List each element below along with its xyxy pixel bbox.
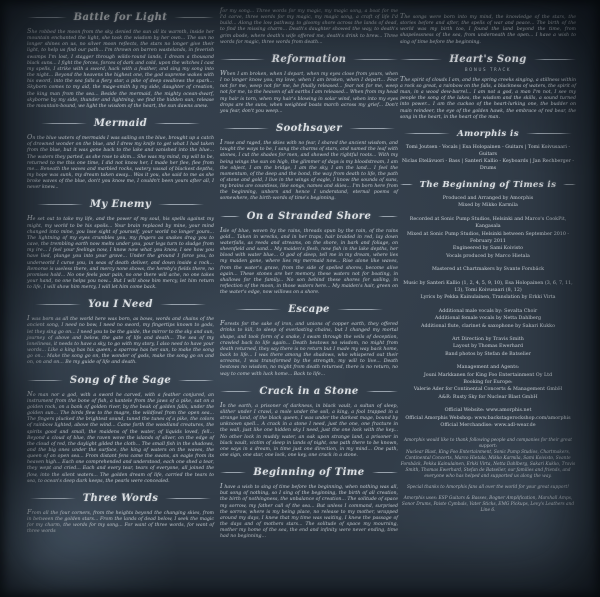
credit-line: Additional male vocals by: Sevalta Choir bbox=[438, 308, 538, 314]
lyrics-text: He set out to take my life, and the power of my soul, his spells against my might, my world to be his spoils... Your brain replaced by mine, your mind changed into mine, you lose sight of yourself, your world no longer yours... The lightning of my eyes crumbles you, my fingers as snakes drag you to cave, the trembling earth now melts under you, your legs turn to sludge from my ire... I feel your feelings now, I know now what you know, I see how you have lied, plunge you into your grave... Under the ground I force you, to underworld I curse you, in seas of death deliver, and down inside a rock... Remorse is useless there, and mercy none shows, the hereby's fields there, no promises hold... No one feels your pain, no one there will ache, no one takes your hand, no one helps you now... But I will show him mercy, let him return to life, I will show him mercy, I will let him come back. bbox=[27, 214, 214, 291]
song-section-escape bbox=[220, 304, 398, 377]
lyrics-text: She robbed the moon from the sky, denied the sun all its warmth, inside her mountain enchanted the light, she took the wisdom by her own... The sun no longer shines on us, no silver moon reflects, the stars no longer give their light, to help us find our path... I'm thrown on barren wastelands, in feverish swamps I'm lost, I stagger through wilds-round lands, I dream a thousand black suns... I fight the forces, forces of dark and cold, upon the witches I cast my spells, I strike with a sword, hack with a feather, and sing my song into the night... Beyond the heavens the highest one, the god supreme wakes with his sword, into the sea falls a fiery star, a pike of deep swallows the spark... Skyborn comes to my aid, the mage-smith by my side, daughter of creation, the king man from the sea... Beside the mermaid, the mighty ocean-dwarf, skyborne by my side, thunder and lightning, we find the hidden sun, release the mountain-bound, we light the wisdom of the heart, the sun dawns anew. bbox=[27, 27, 214, 109]
thanks-names: Nuclear Blast, King Foo Entertainment, Sonic Pump Studios, Chartmakers, Continental Concerts, Marco Hietala, Mikko Karmila, Sami Koivisto, Svante Forsbäck, Pekka Kainulainen, Erkki Virta, Netta Dahlberg, Sakari Kukko, Travis Smith, Thomas Ewerhard, Stefan de Batselier, our families and friends, and everyone who has helped and supported us along the way. bbox=[400, 450, 576, 479]
heading-text: Song of the Sage bbox=[69, 374, 172, 386]
section-heading-my-enemy bbox=[27, 199, 214, 210]
credit-line: Vocals produced by Marco Hietala bbox=[446, 253, 530, 259]
credit-line: Layout by Thomas Ewerhard bbox=[452, 344, 524, 350]
section-heading-battle-for-light bbox=[27, 12, 214, 23]
heading-text: Three Words bbox=[82, 492, 159, 504]
heading-text: My Enemy bbox=[89, 199, 152, 211]
song-section-soothsayer bbox=[220, 123, 398, 203]
credit-line: Mixed at Sonic Pump Studios, Helsinki between September 2010 - February 2011 bbox=[406, 231, 570, 244]
heading-text: The Beginning of Times is bbox=[419, 179, 557, 190]
section-heading-hearts-song bbox=[400, 54, 576, 65]
lyrics-column-middle bbox=[220, 7, 398, 549]
section-heading-escape bbox=[220, 304, 398, 315]
thanks-intro: Amorphis would like to thank following people and companies for their great support: bbox=[403, 438, 573, 450]
heading-text: Heart's Song bbox=[449, 53, 527, 65]
section-heading-the-beginning-of-times-is bbox=[400, 180, 576, 190]
credit-line: Produced and Arranged by Amorphis bbox=[442, 195, 534, 201]
credit-line: Band photos by Stefan de Batselier bbox=[445, 351, 531, 357]
heading-text: Mermaid bbox=[93, 118, 148, 130]
credit-line: Additional flute, clarinet & saxophone by Sakari Kukko bbox=[421, 323, 555, 329]
song-section-hearts-song bbox=[400, 54, 576, 121]
section-heading-mermaid bbox=[27, 118, 214, 129]
lyrics-text: Forests for the sake of iron, and unions of copper earth, they offered drinks to kill, to sleep of everlasting chains, but I changed my mortal shape, and took form of a snake, I swam through the veils of deception, crawled back to life again... Death bestows no wisdom, no might from death returned, they say there is no return but I made my way back home, back to life... I was there among the shadows, who whispered out their screams, I was transformed by the strength, my will to live... Death bestows no wisdom, no might from death returned, there is no return, no way to come with luck home... Back to life... bbox=[220, 319, 398, 377]
lyrics-text: No man nor a god, with a sword he carved, with a feather conjured, an instrument from the bone of fish, a kantele from the jaws of a pike, sat on a golden rock, on a bank of golden river, by the beak of golden falls, under the golden sun... The birds flew to the magre, the wildfowl from the open sea... The fingers plucked the brightest sound, tuned the tunes of a pike, the colors of rainbow lighted, above the wind... Came forth the woodland creatures, the spirits good and small, the maidens of the water, of liquids loved, fell... Beyond a cloud of blue, the raven wove the islands of silver, on the edge of the cloud of red, the daylight gilded the cloth... The small fish in the shadows, and the big ones under the surface, the king of waters on the waves, the queen of an open sea... From distant fens came the swans, an eagle from its heaven high... Each one comprehended and understood, each one shed a tear, they wept and cried... Each and every tear, tears of everyone, all joined the flow, into the silent waters... The golden dream of life, carried the tears to sea, to ocean's deep dark keeps, the pearls were concealed. bbox=[27, 389, 214, 484]
song-section-three-words bbox=[27, 493, 214, 536]
song-section-my-enemy bbox=[27, 199, 214, 291]
section-heading-reformation bbox=[220, 54, 398, 65]
song-section-reformation bbox=[220, 54, 398, 115]
lyrics-text: When I am broken, when I depart, when my eyes close from yours, when I no longer know you, my love, when I am broken, when I depart... Fear not for me, weep not for me, be finally released... fear not for me, weep not for me, to the heaven of all earths I am released... When from my head my hair is torn, when my hair's blowing in solar wind, when into my eyes drops are the suns, when weighted boats march across my grief... Don't you fear, don't you weep... bbox=[220, 68, 398, 114]
song-section-on-a-stranded-shore bbox=[220, 211, 398, 297]
section-heading-song-of-the-sage bbox=[27, 375, 214, 386]
song-section-song-of-the-sage bbox=[27, 375, 214, 485]
credit-line: A&R: Rusty Sky for Nuclear Blast GmbH bbox=[438, 394, 538, 400]
credit-line: Music by Santeri Kallio (1, 2, 4, 5, 9, 10), Esa Holopainen (3, 6, 7, 11, 13), Tomi Koivusaari (8, 12) bbox=[403, 280, 573, 293]
section-heading-crack-in-a-stone bbox=[220, 386, 398, 397]
band-lineup-section bbox=[400, 129, 576, 172]
thank-you-section bbox=[400, 438, 576, 513]
section-heading-beginning-of-time bbox=[220, 467, 398, 478]
credit-line: Official Merchandise: www.adl-wear.de bbox=[440, 423, 536, 429]
heading-text: Escape bbox=[288, 304, 330, 316]
lyrics-text: I have a wish to sing of time before the beginning, when nothing was all, but song of nothing, so I sing of the beginning, the birth of all creation, the birth of nothingness, the unbalance of creation... The solitude of space my sorrow, my father call of the sea... But unless I command, surprised the sorrow, where is my being place, no release to my mother, wrapped around my days, I knew that my time was waiting, I knew the passage of the days and of mothers stars... The solitude of space my mourning, mother my home of the sea, the end and infinity were never ending, time had no beginning... bbox=[220, 482, 398, 540]
lyrics-text: I rose and raged, the skies with no fear, I shared the ancient wisdom, and taught the ways to be, I sang the charms of stars, and named the leaf with stones, I cut the shades for men, and showed the rightful roots... With my being wings the sun on high, the glimmer of days is my bloodstream, I am the object, I am the bridge, I am the sky, I am the land... I feel the momentum, of the deep and the bond, the way from death to life, the path of stone and gold, I live in the wings of eagle, I know the sounds of suns, my brains are countless, like songs, names and skies... I'm born here from the beginning, unborn and hence I understand, eternal poems of somewhere, the birth-words of time's beginning. bbox=[220, 138, 398, 202]
credit-line: Official Website: www.amorphis.net bbox=[444, 408, 532, 414]
lyrics-text: The spirit of clouds I am, and the spring creeks singing, a stillness within a rock so great, a rainbow on the falls, a blackness of waters, the spirit of man, in a wood dew-barrel... I am not a god, a man I'm not, I see my people the song of the lakes, the wisdom and the skills, a sound turned into power... I am the cuckoo of the heart-lurking one, the budder on main reindeer, the eye of the golden hawk, the embrace of red bear, the song in the heart, in the heart of the man. bbox=[400, 74, 576, 120]
lyrics-text: On the blue waters of mermaids I was sailing on the blue, brought up a catch of drowned wonder on the blue, and I drew my knife to get what I had taken from the blue, but it was gone back to the lake and vanished into the blue... The waters they parted, as she rose to skim... She was my mind, my will to be, returned to me this one time, I did not know her, I made her flee, flee from me... Beneath the waves and marbled rocks, watery vassal of blackest depths, my hope was sunk, my dream taken away... Was it you, she said to me as she broke waves of the blue, don't you know me, I couldn't been yours after all, I never knew... bbox=[27, 133, 214, 191]
heading-text: Beginning of Time bbox=[253, 467, 365, 479]
lineup-row: Niclas Etelävuori - Bass | Santeri Kallio - Keyboards | Jan Rechberger - Drums bbox=[401, 158, 575, 171]
credit-line: Booking for Europe: bbox=[463, 380, 513, 385]
heading-text: Reformation bbox=[271, 53, 347, 65]
song-section-crack-in-a-stone bbox=[220, 386, 398, 459]
lyrics-text: for my song... Three words for my magic, my magic song, a boat for me I'd carve, three words for my magic, my magic song, a craft of life I'd build... Along the low pathway, to gloomy shore across the lands of dead, to find the missing charm... Death's daughter showed the way, to death's grim abode, where death's wife offered me, death's drink to brew... Three words for magic, three words from death... bbox=[220, 6, 398, 45]
credit-line: Management and Agents: bbox=[456, 365, 520, 371]
heading-text: Soothsayer bbox=[275, 123, 342, 135]
song-section-beginning-of-time bbox=[220, 467, 398, 540]
lyrics-text: I was born as all the world here was born, as bows, words and chains of the ancient song, I need no bow, I need no sword, my fingertips known to gods, let they sing go on... I need you to be the guide, the mirror to the sky and sun, journey of above and below, the gate of life and death... The sea of my loneliness, it needs to have a sky, to go with my story, I also need to have your words... Like a king has his queen, a sparrow has her sun, to make the song go on... Make the song go on, the wonder of gods, make the song go on and on, on and on... Be my guide of life and death. bbox=[27, 314, 214, 366]
heading-text: You I Need bbox=[88, 299, 153, 311]
section-heading-soothsayer bbox=[220, 123, 398, 134]
heading-text: On a Stranded Shore bbox=[246, 210, 372, 222]
lineup-row: Tomi Joutsen - Vocals | Esa Holopainen - Guitars | Tomi Koivusaari - Guitars bbox=[405, 144, 571, 157]
lyrics-text: The songs were born into my mind, the knowledge of the stars, the stories before and after, the spells of war and peace... The birth of the world was my birth too, I found the land beyond the time, from shapelessness of the sea, from underneath the open... I have a wish to sing of time before the beginning. bbox=[400, 12, 576, 45]
credit-line: Valerie Ader for Continental Concerts & Management GmbH bbox=[413, 387, 563, 393]
credit-line: Mixed by Mikko Karmila bbox=[458, 203, 518, 209]
heading-text: Amorphis is bbox=[457, 128, 519, 139]
lyrics-text: In the earth, a prisoner of darkness, in black vault, a sultan of sleep, slither under I crawl, a mole under the soil, a king, a fool trapped in a strange land, of the black queen, I was under the darkest mage, bound by unknown spell... A crack in a stone I need, just the one, one fracture in the wall, just like one hidden sky I need, just the one lock with the key... No other lock in muddy water, an oak upon strange land, a prisoner in black vault, victim of sleep in lands of night, one path there to be known, one says in a dream, in time just one direction, in my mind... One path, one sign, one star, one lock, one key, one crack in a stone. bbox=[220, 400, 398, 458]
section-heading-on-a-stranded-shore bbox=[220, 211, 398, 222]
heading-text: Crack in a Stone bbox=[259, 385, 359, 397]
credit-line: Recorded at Sonic Pump Studios, Helsinki and Marco's CookPit, Kangasala bbox=[409, 216, 567, 230]
lyrics-column-left bbox=[27, 7, 214, 544]
lyrics-text: From all the four corners, from the heights beyond the changing skies, from in between the golden stars... From the lands of dead below, I seek the magic for my charm, the words for my song... For want of three words, for want of three words bbox=[27, 507, 214, 535]
section-heading-three-words bbox=[27, 493, 214, 504]
section-heading-amorphis-is bbox=[400, 129, 576, 139]
credits-column-right bbox=[400, 13, 576, 513]
gear-endorsements: Amorphis uses: ESP Guitars & Basses, Bogner Amplification, Marshall Amps, Sonor Drums, Paiste Cymbals, Vater Sticks, EMG Pickups, Levy's Leathers and Line 6. bbox=[401, 495, 575, 513]
bonus-track-label: BONUS TRACK bbox=[464, 66, 512, 72]
lyrics-text: Isle of blue, woven by the rains, threads spun by the rain, of the rains gold... Taken in wrecks, and in her traps, hair braided in red, lay down waterfalls, as reeds and streams, on the shore, in bark and foliage, on sheenfield and sand... My maiden's flesh, now fish in the lake depths, her blood with water blue... O god of sleep, tell me in my dream, where lies my maiden gone, where lies my mermaid now... Rise alone like waves, from the water's grave, from the side of spelled shores, become alive again... These stones are her memory, these waters not for boating, in shallows for the family... No son behind these shores for sailing, in reflection of the moon, in those waters here... My maiden's hair, green on the water's edge, now willows on a shore. bbox=[220, 225, 398, 296]
credit-line: Engineered by Sami Koivisto bbox=[452, 246, 524, 252]
credit-line: Jouni Markkanen for King Foo Entertainment Oy Ltd bbox=[423, 372, 553, 378]
credit-line: Additional female vocals by Netta Dahlberg bbox=[434, 316, 542, 322]
section-heading-you-i-need bbox=[27, 299, 214, 310]
credit-line: Mastered at Chartmakers by Svante Forsbäck bbox=[431, 267, 545, 273]
beginning-of-time-continued bbox=[400, 13, 576, 46]
three-words-continued bbox=[220, 7, 398, 46]
production-credits-section bbox=[400, 180, 576, 430]
heading-text: Battle for Light bbox=[73, 12, 168, 23]
credit-line: Art Direction by Travis Smith bbox=[452, 336, 524, 342]
song-section-you-i-need bbox=[27, 299, 214, 366]
credit-line: Official Amorphis Webshop: www.backstagerockshop.com/amorphis bbox=[405, 415, 571, 421]
song-section-battle-for-light bbox=[27, 12, 214, 110]
song-section-mermaid bbox=[27, 118, 214, 191]
special-thanks: Special thanks to Amorphis fans all over the world for your great support! bbox=[406, 484, 569, 490]
credit-line: Lyrics by Pekka Kainulainen, Translation by Erkki Virta bbox=[420, 295, 556, 301]
